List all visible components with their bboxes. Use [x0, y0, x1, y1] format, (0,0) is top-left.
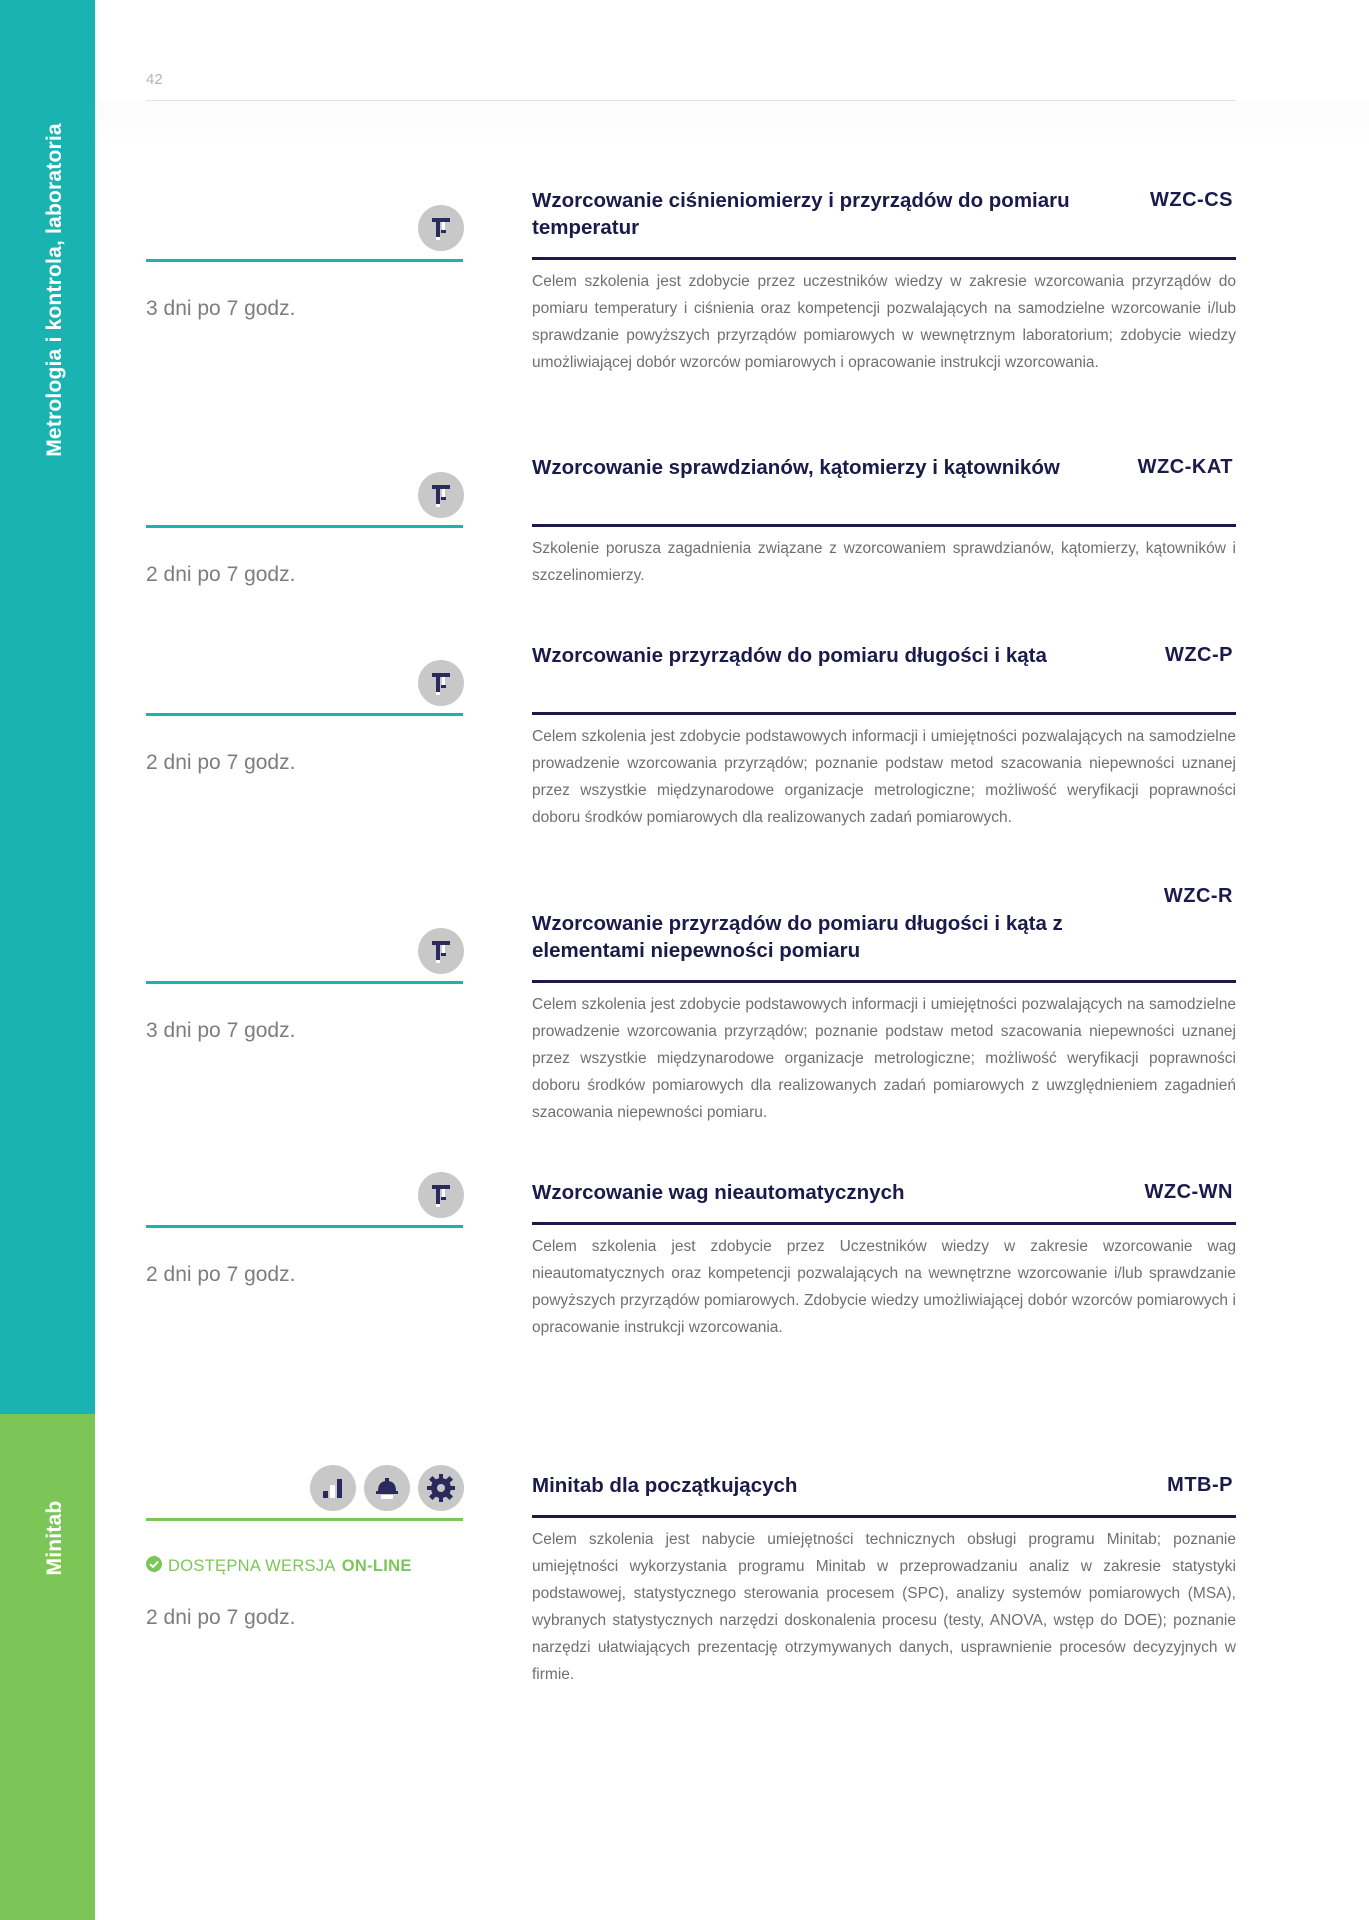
- online-strong: ON-LINE: [341, 1557, 412, 1575]
- bar-chart-icon: [310, 1465, 356, 1511]
- course-divider-right: [532, 257, 1236, 260]
- course-divider-left: [146, 1518, 463, 1521]
- course-description: Celem szkolenia jest zdobycie podstawowych informacji i umiejętności pozwalających na samodzielne prowadzenie wzorcowania przyrządów; poznanie podstaw metod szacowania niepewności uznanej przez wszystkie międzynarodowe organizacje metrologiczne; możliwość weryfikacji poprawności doboru środków pomiarowych dla realizowanych zadań pomiarowych.: [532, 728, 1236, 826]
- course-title: Minitab dla początkujących: [532, 1474, 798, 1497]
- course-code: WZC-CS: [1150, 189, 1233, 211]
- course-code: MTB-P: [1167, 1474, 1233, 1496]
- course-duration: 2 dni po 7 godz.: [146, 751, 296, 774]
- caliper-icon: [418, 472, 464, 518]
- sidebar-label-metrology: Metrologia i kontrola, laboratoria: [43, 123, 66, 457]
- sidebar-label-minitab: Minitab: [43, 1500, 66, 1576]
- course-divider-left: [146, 525, 463, 528]
- sidebar-section-minitab: [0, 1414, 95, 1920]
- online-badge: [146, 1556, 412, 1577]
- course-code: WZC-P: [1164, 644, 1233, 666]
- course-divider-left: [146, 1225, 463, 1228]
- course-duration: 3 dni po 7 godz.: [146, 1019, 296, 1042]
- caliper-icon: [418, 1172, 464, 1218]
- course-icons: [418, 205, 464, 251]
- course-title: Wzorcowanie przyrządów do pomiaru długości i kąta: [532, 644, 1047, 667]
- course-title: Wzorcowanie ciśnieniomierzy i przyrządów do pomiaru temperatur: [532, 189, 1070, 239]
- gear-icon: [418, 1465, 464, 1511]
- course-icons: [418, 1172, 464, 1218]
- course-duration: 2 dni po 7 godz.: [146, 563, 296, 586]
- course-icons: [310, 1465, 464, 1511]
- course-duration: 2 dni po 7 godz.: [146, 1263, 296, 1286]
- course-code: WZC-KAT: [1137, 456, 1233, 478]
- course-description: Celem szkolenia jest zdobycie przez Uczestników wiedzy w zakresie wzorcowanie wag nieautomatycznych oraz kompetencji pozwalających na wewnętrzne wzorcowanie i/lub sprawdzanie powyższych przyrządów pomiarowych. Zdobycie wiedzy umożliwiającej dobór wzorców pomiarowych i opracowanie instrukcji wzorcowania.: [532, 1238, 1236, 1336]
- course-description: Celem szkolenia jest zdobycie podstawowych informacji i umiejętności pozwalających na samodzielne prowadzenie wzorcowania przyrządów; poznanie podstaw metod szacowania niepewności uznanej przez wszystkie międzynarodowe organizacje metrologiczne; możliwość weryfikacji poprawności doboru środków pomiarowych dla realizowanych zadań pomiarowych z uwzględnieniem zagadnień szacowania niepewności pomiaru.: [532, 996, 1236, 1121]
- course-description: Szkolenie porusza zagadnienia związane z wzorcowaniem sprawdzianów, kątomierzy, kątowników i szczelinomierzy.: [532, 540, 1236, 584]
- course-icons: [418, 472, 464, 518]
- course-title: Wzorcowanie sprawdzianów, kątomierzy i kątowników: [532, 456, 1060, 479]
- online-label: DOSTĘPNA WERSJA: [168, 1557, 336, 1575]
- caliper-icon: [418, 928, 464, 974]
- course-duration: 3 dni po 7 godz.: [146, 297, 296, 320]
- course-divider-right: [532, 712, 1236, 715]
- check-circle-icon: [146, 1556, 162, 1577]
- course-icons: [418, 660, 464, 706]
- course-divider-left: [146, 981, 463, 984]
- course-code: WZC-WN: [1144, 1181, 1233, 1203]
- course-icons: [418, 928, 464, 974]
- course-divider-left: [146, 259, 463, 262]
- course-description: Celem szkolenia jest nabycie umiejętności technicznych obsługi programu Minitab; poznanie umiejętności wykorzystania programu Minitab w przeprowadzaniu analiz w zakresie statystyki podstawowej, statystycznego sterowania procesem (SPC), analizy systemów pomiarowych (MSA), wybranych statystycznych narzędzi doskonalenia procesu (testy, ANOVA, wstęp do DOE); poznanie narzędzi ułatwiających prezentację otrzymywanych danych, usprawnienie procesów decyzyjnych w firmie.: [532, 1531, 1236, 1683]
- course-divider-right: [532, 1515, 1236, 1518]
- sidebar-section-metrology: [0, 0, 95, 1414]
- course-title: Wzorcowanie wag nieautomatycznych: [532, 1181, 905, 1204]
- course-title: Wzorcowanie przyrządów do pomiaru długości i kąta z elementami niepewności pomiaru: [532, 912, 1063, 962]
- course-divider-right: [532, 1222, 1236, 1225]
- page-number: 42: [146, 71, 163, 88]
- course-duration: 2 dni po 7 godz.: [146, 1606, 296, 1629]
- course-divider-right: [532, 980, 1236, 983]
- course-divider-right: [532, 524, 1236, 527]
- header-band: [95, 101, 1369, 149]
- caliper-icon: [418, 205, 464, 251]
- course-code: WZC-R: [1163, 885, 1233, 907]
- caliper-icon: [418, 660, 464, 706]
- hard-hat-icon: [364, 1465, 410, 1511]
- course-divider-left: [146, 713, 463, 716]
- course-description: Celem szkolenia jest zdobycie przez uczestników wiedzy w zakresie wzorcowania przyrządów do pomiaru temperatury i ciśnienia oraz kompetencji pozwalających na samodzielne wzorcowanie i/lub sprawdzanie powyższych przyrządów pomiarowych w wewnętrznym laboratorium; zdobycie wiedzy umożliwiającej dobór wzorców pomiarowych i opracowanie instrukcji wzorcowania.: [532, 273, 1236, 371]
